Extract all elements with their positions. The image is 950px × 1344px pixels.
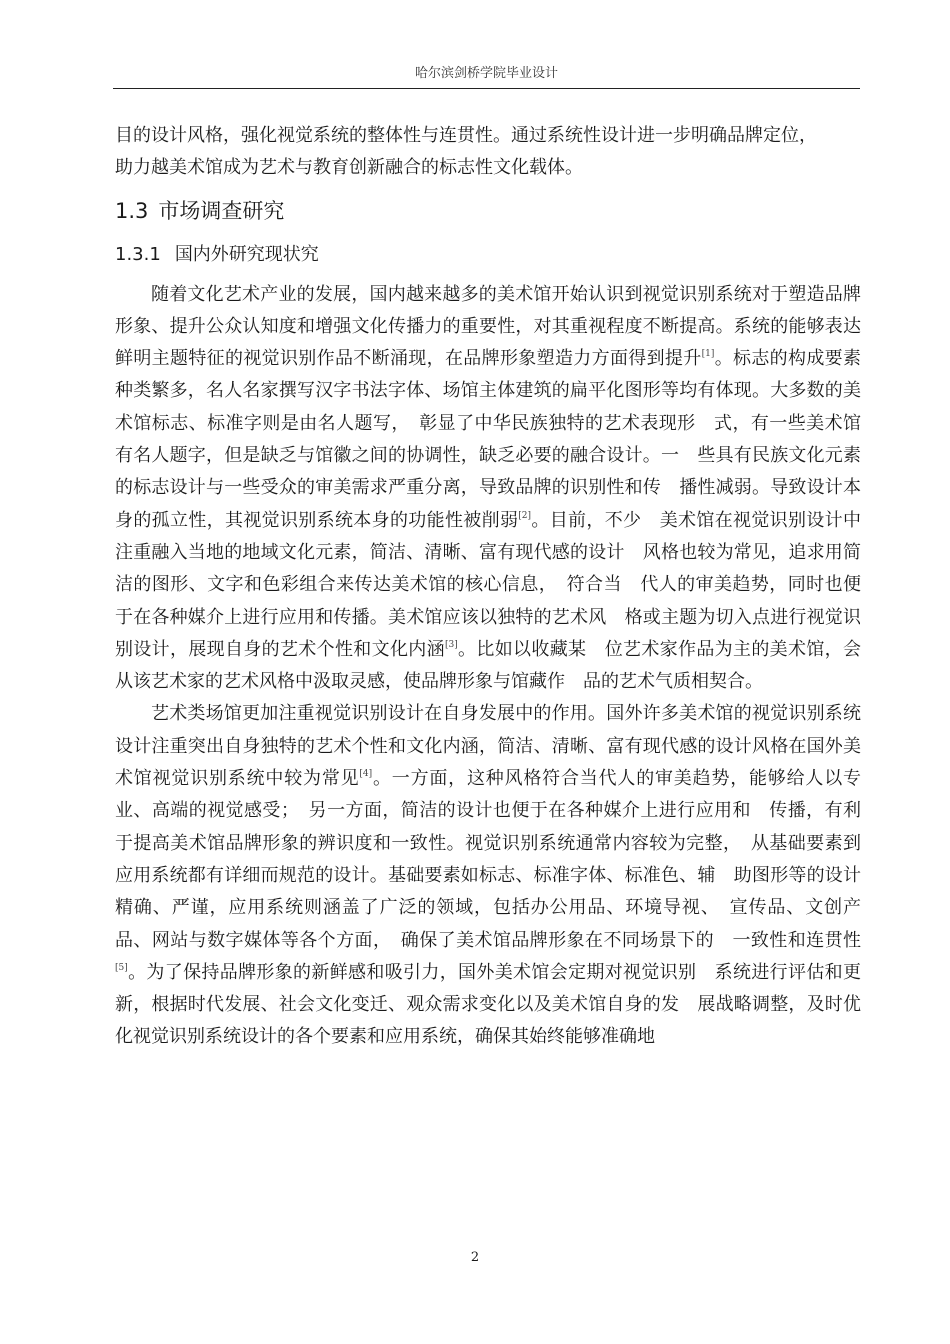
intro-line-1: 目的设计风格，强化视觉系统的整体性与连贯性。通过系统性设计进一步明确品牌定位，	[115, 125, 817, 146]
page-number: 2	[470, 1250, 480, 1265]
section-title: 市场调查研究	[158, 198, 285, 223]
section-heading	[115, 193, 861, 229]
section-number: 1.3	[115, 198, 149, 223]
intro-paragraph	[115, 120, 861, 185]
subsection-number: 1.3.1	[115, 243, 161, 265]
para2-text-1: 艺术类场馆更加注重视觉识别设计在自身发展中的作用。国外许多美术馆的视觉识别系统设计注重突出自身独特的艺术个性和文化内涵，简洁、清晰、富有现代感的设计风格在国外美术馆视觉识别系统中较为常见	[115, 703, 861, 790]
para1-text-1: 随着文化艺术产业的发展，国内越来越多的美术馆开始认识到视觉识别系统对于塑造品牌形象、提升公众认知度和增强文化传播力的重要性，对其重视程度不断提高。系统的能够表达鲜明主题特征的视觉识别作品不断涌现，在品牌形象塑造力方面得到提升	[115, 283, 861, 370]
para2-text-2: 。一方面，这种风格符合当代人的审美趋势，能够给人以专业、高端的视觉感受； 另一方面，简洁的设计也便于在各种媒介上进行应用和 传播，有利于提高美术馆品牌形象的辨识度和一致性。视觉识别系统通常内容较为完整， 从基础要素到应用系统都有详细而规范的设计。基础要素如标志、标准字体、标准色、辅 助图形等的设计精确、严谨，应用系统则涵盖了广泛的领域，包括办公用品、环境导视、 宣传品、文创产品、网站与数字媒体等各个方面， 确保了美术馆品牌形象在不同场景下的 一致性和连贯性	[115, 768, 862, 951]
paragraph-foreign	[115, 698, 861, 1053]
intro-line-2: 助力越美术馆成为艺术与教育创新融合的标志性文化载体。	[115, 157, 583, 179]
header-title: 哈尔滨剑桥学院毕业设计	[414, 66, 558, 81]
citation-2: [2]	[518, 510, 532, 521]
para1-text-2: 。标志的构成要素种类繁多，名人名家撰写汉字书法字体、场馆主体建筑的扁平化图形等均有体现。大多数的美术馆标志、标准字则是由名人题写， 彰显了中华民族独特的艺术表现形 式，有一些美术馆有名人题字，但是缺乏与馆徽之间的协调性，缺乏必要的融合设计。一 些具有民族文化元素的标志设计与一些受众的审美需求严重分离，导致品牌的识别性和传 播性减弱。导致设计本身的孤立性，其视觉识别系统本身的功能性被削弱	[115, 348, 862, 531]
citation-1: [1]	[701, 349, 715, 360]
citation-3: [3]	[444, 639, 458, 650]
paragraph-domestic	[115, 279, 861, 699]
page-header	[113, 62, 860, 89]
citation-4: [4]	[359, 769, 373, 780]
subsection-heading	[115, 239, 861, 271]
para2-text-3: 。为了保持品牌形象的新鲜感和吸引力，国外美术馆会定期对视觉识别 系统进行评估和更新，根据时代发展、社会文化变迁、观众需求变化以及美术馆自身的发 展战略调整，及时优化视觉识别系统设计的各个要素和应用系统，确保其始终能够准确地	[115, 961, 861, 1048]
para1-text-4: 。比如以收藏某 位艺术家作品为主的美术馆，会从该艺术家的艺术风格中汲取灵感，使品牌形象与馆藏作 品的艺术气质相契合。	[115, 638, 862, 693]
page-body	[115, 120, 861, 1054]
para1-text-3: 。目前，不少 美术馆在视觉识别设计中注重融入当地的地域文化元素，简洁、清晰、富有现代感的设计 风格也较为常见，追求用简洁的图形、文字和色彩组合来传达美术馆的核心信息， 符合当 代人的审美趋势，同时也便于在各种媒介上进行应用和传播。美术馆应该以独特的艺术风 格或主题为切入点进行视觉识别设计，展现自身的艺术个性和文化内涵	[115, 509, 862, 660]
citation-5: [5]	[115, 962, 128, 973]
subsection-title: 国内外研究现状究	[174, 243, 319, 265]
